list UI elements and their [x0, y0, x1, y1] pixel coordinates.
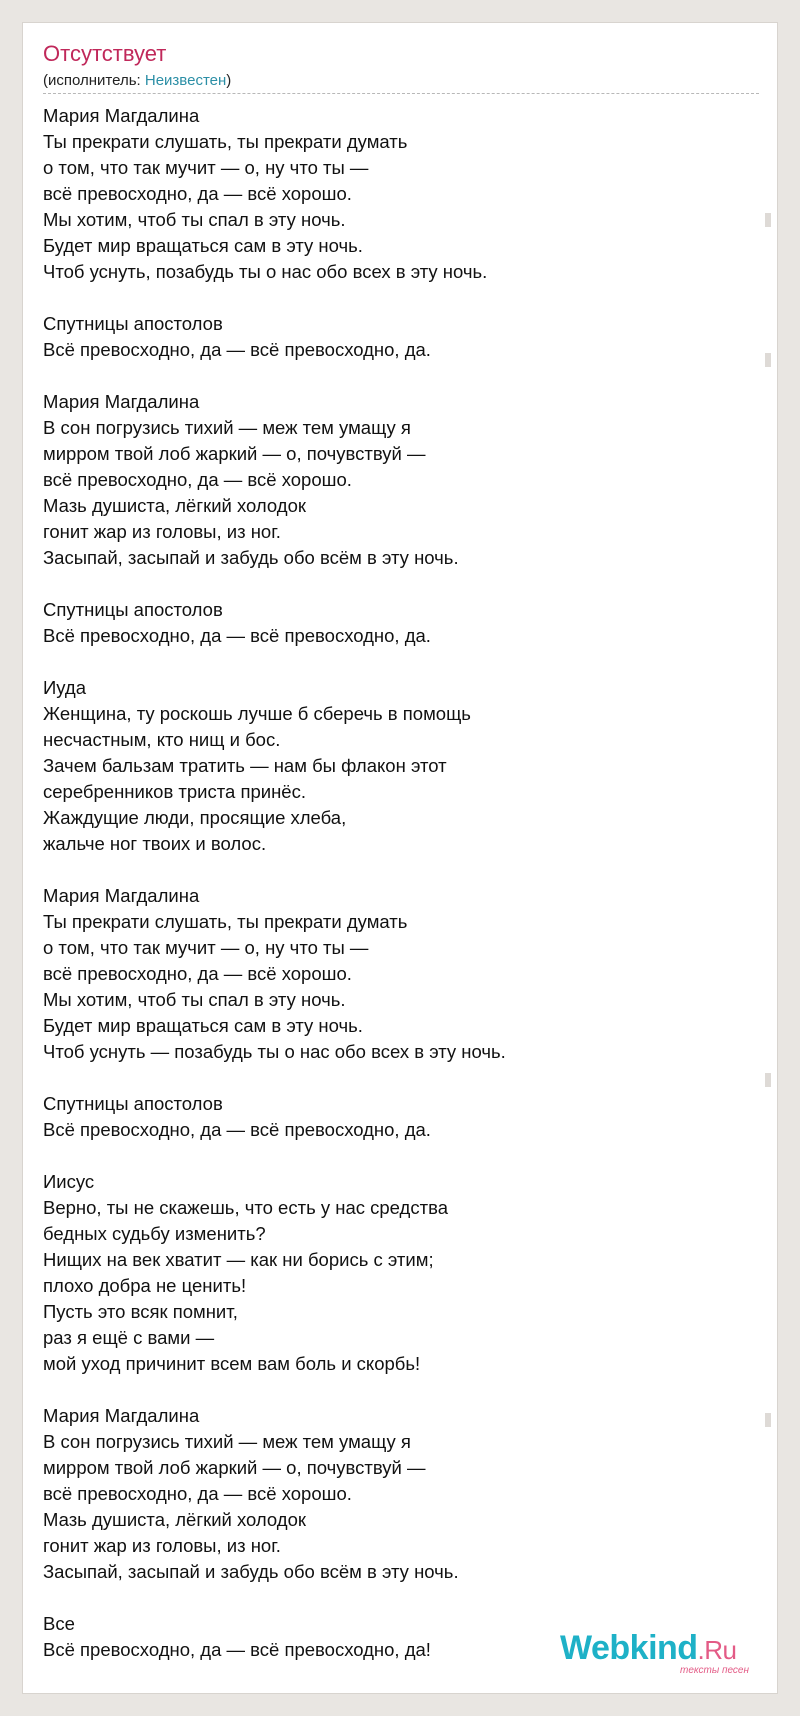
lyric-line: всё превосходно, да — всё хорошо. [43, 183, 352, 204]
stanza-speaker: Иисус [43, 1171, 95, 1192]
scroll-marker [765, 1413, 771, 1427]
lyric-line: всё превосходно, да — всё хорошо. [43, 1483, 352, 1504]
lyric-line: серебренников триста принёс. [43, 781, 306, 802]
webkind-logo[interactable] [560, 1630, 737, 1668]
lyric-line: Чтоб уснуть — позабудь ты о нас обо всех в эту ночь. [43, 1041, 506, 1062]
lyrics-stanza [43, 597, 759, 649]
scroll-marker [765, 353, 771, 367]
lyric-line: Всё превосходно, да — всё превосходно, да. [43, 625, 431, 646]
scroll-marker [765, 1073, 771, 1087]
lyric-line: всё превосходно, да — всё хорошо. [43, 469, 352, 490]
lyric-line: Ты прекрати слушать, ты прекрати думать [43, 131, 408, 152]
lyric-line: Зачем бальзам тратить — нам бы флакон этот [43, 755, 447, 776]
lyric-line: мирром твой лоб жаркий — о, почувствуй — [43, 443, 426, 464]
artist-prefix: (исполнитель: [43, 72, 145, 89]
stanza-speaker: Мария Магдалина [43, 105, 200, 126]
stanza-speaker: Мария Магдалина [43, 1405, 200, 1426]
lyric-line: Всё превосходно, да — всё превосходно, да. [43, 339, 431, 360]
logo-tagline: тексты песен [680, 1665, 749, 1676]
lyrics-body [43, 103, 759, 1689]
scroll-marker [765, 213, 771, 227]
lyrics-stanza [43, 311, 759, 363]
lyric-line: о том, что так мучит — о, ну что ты — [43, 157, 369, 178]
lyric-line: Ты прекрати слушать, ты прекрати думать [43, 911, 408, 932]
stanza-speaker: Спутницы апостолов [43, 313, 223, 334]
lyric-line: плохо добра не ценить! [43, 1275, 247, 1296]
lyric-line: гонит жар из головы, из ног. [43, 521, 281, 542]
lyric-line: Засыпай, засыпай и забудь обо всём в эту ночь. [43, 1561, 459, 1582]
lyric-line: Нищих на век хватит — как ни борись с этим; [43, 1249, 434, 1270]
song-header [43, 41, 759, 91]
lyric-line: В сон погрузись тихий — меж тем умащу я [43, 417, 411, 438]
lyric-line: Всё превосходно, да — всё превосходно, да. [43, 1119, 431, 1140]
lyric-line: В сон погрузись тихий — меж тем умащу я [43, 1431, 411, 1452]
lyric-line: жальче ног твоих и волос. [43, 833, 267, 854]
lyric-line: бедных судьбу изменить? [43, 1223, 266, 1244]
header-divider [43, 93, 759, 94]
lyrics-stanza [43, 1091, 759, 1143]
stanza-speaker: Мария Магдалина [43, 391, 200, 412]
lyric-line: о том, что так мучит — о, ну что ты — [43, 937, 369, 958]
logo-main: Webkind [560, 1629, 698, 1667]
lyric-line: Засыпай, засыпай и забудь обо всём в эту ночь. [43, 547, 459, 568]
stanza-speaker: Спутницы апостолов [43, 1093, 223, 1114]
lyric-line: Верно, ты не скажешь, что есть у нас средства [43, 1197, 448, 1218]
lyric-line: Женщина, ту роскошь лучше б сберечь в помощь [43, 703, 471, 724]
lyric-line: Чтоб уснуть, позабудь ты о нас обо всех в эту ночь. [43, 261, 488, 282]
lyric-line: несчастным, кто нищ и бос. [43, 729, 281, 750]
lyric-line: Жаждущие люди, просящие хлеба, [43, 807, 347, 828]
stanza-speaker: Спутницы апостолов [43, 599, 223, 620]
logo-suffix: .Ru [697, 1635, 737, 1665]
lyric-line: всё превосходно, да — всё хорошо. [43, 963, 352, 984]
artist-line [43, 71, 759, 91]
lyric-line: Мазь душиста, лёгкий холодок [43, 1509, 306, 1530]
stanza-speaker: Мария Магдалина [43, 885, 200, 906]
lyric-line: мой уход причинит всем вам боль и скорбь! [43, 1353, 421, 1374]
artist-suffix: ) [226, 72, 232, 89]
page-card [22, 22, 778, 1694]
lyrics-stanza [43, 1403, 759, 1585]
lyric-line: Будет мир вращаться сам в эту ночь. [43, 1015, 363, 1036]
artist-link[interactable]: Неизвестен [144, 72, 227, 89]
stanza-speaker: Иуда [43, 677, 87, 698]
lyrics-stanza [43, 675, 759, 857]
lyric-line: Мы хотим, чтоб ты спал в эту ночь. [43, 209, 346, 230]
song-title: Отсутствует [43, 41, 167, 66]
lyrics-stanza [43, 1169, 759, 1377]
lyrics-stanza [43, 103, 759, 285]
lyric-line: раз я ещё с вами — [43, 1327, 215, 1348]
lyric-line: Мы хотим, чтоб ты спал в эту ночь. [43, 989, 346, 1010]
stanza-speaker: Все [43, 1613, 75, 1634]
lyrics-stanza [43, 389, 759, 571]
lyric-line: мирром твой лоб жаркий — о, почувствуй — [43, 1457, 426, 1478]
lyric-line: Всё превосходно, да — всё превосходно, да! [43, 1639, 431, 1660]
lyric-line: Мазь душиста, лёгкий холодок [43, 495, 306, 516]
lyric-line: Будет мир вращаться сам в эту ночь. [43, 235, 363, 256]
lyric-line: гонит жар из головы, из ног. [43, 1535, 281, 1556]
lyric-line: Пусть это всяк помнит, [43, 1301, 238, 1322]
lyrics-stanza [43, 883, 759, 1065]
